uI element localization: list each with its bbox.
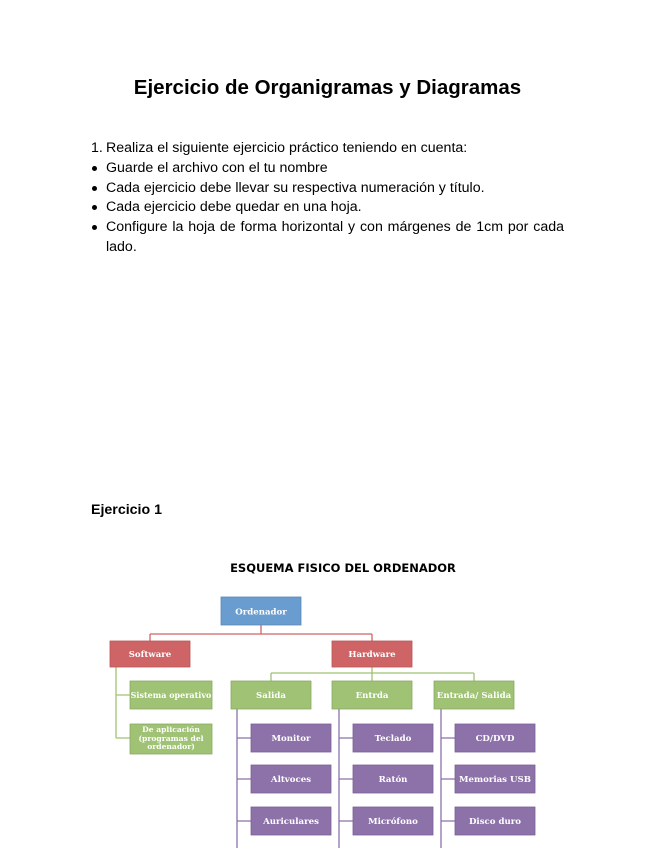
node-cd-dvd [455,724,535,752]
connector-entrada [339,709,353,848]
node-disco-duro [455,807,535,835]
connector-salida [237,709,251,848]
node-raton [353,765,433,793]
document-title: Ejercicio de Organigramas y Diagramas [133,76,522,99]
node-entrada [332,681,412,709]
node-label: Ratón [378,775,408,785]
node-label: Memorias USB [459,775,531,785]
node-label: Salida [256,691,286,701]
node-label: Software [128,650,172,660]
node-label: Micrófono [368,817,418,827]
node-label: Entrada/ Salida [436,691,512,701]
item-number: 1. [91,140,103,156]
node-teclado [353,724,433,752]
bullet-item: Configure la hoja de forma horizontal y con márgenes de 1cm por cada lado. [91,218,564,258]
bullet-item: Guarde el archivo con el tu nombre [91,159,564,179]
item-lead: Realiza el siguiente ejercicio práctico teniendo en cuenta: [106,140,468,156]
node-label: Monitor [271,734,311,744]
node-hardware [332,641,412,667]
diagram-title: ESQUEMA FISICO DEL ORDENADOR [230,561,456,575]
node-sistema-operativo [130,681,212,709]
section-heading: Ejercicio 1 [91,502,162,518]
node-label: Disco duro [468,817,522,827]
node-label: Auriculares [263,817,319,827]
node-label: CD/DVD [475,734,515,744]
node-monitor [251,724,331,752]
node-software [110,641,190,667]
connector-software [116,667,130,738]
connector-hardware [271,667,474,681]
node-label: Sistema operativo [130,689,212,700]
node-label: De aplicación (programas del ordenador) [138,725,204,752]
node-ordenador [221,597,301,625]
node-label: Altvoces [270,775,312,785]
node-memorias-usb [455,765,535,793]
node-altavoces [251,765,331,793]
node-entrada-salida [434,681,514,709]
node-salida [231,681,311,709]
node-label: Hardware [348,650,396,660]
bullet-item: Cada ejercicio debe llevar su respectiva numeración y título. [91,179,564,199]
node-label: Ordenador [235,607,287,618]
node-label: Entrda [355,691,389,701]
connector-root [150,625,372,641]
node-label: Teclado [374,734,412,744]
bullet-item: Cada ejercicio debe quedar en una hoja. [91,198,564,218]
node-microfono [353,807,433,835]
node-auriculares [251,807,331,835]
connector-entrada-salida [441,709,455,848]
node-de-aplicacion [130,724,212,754]
